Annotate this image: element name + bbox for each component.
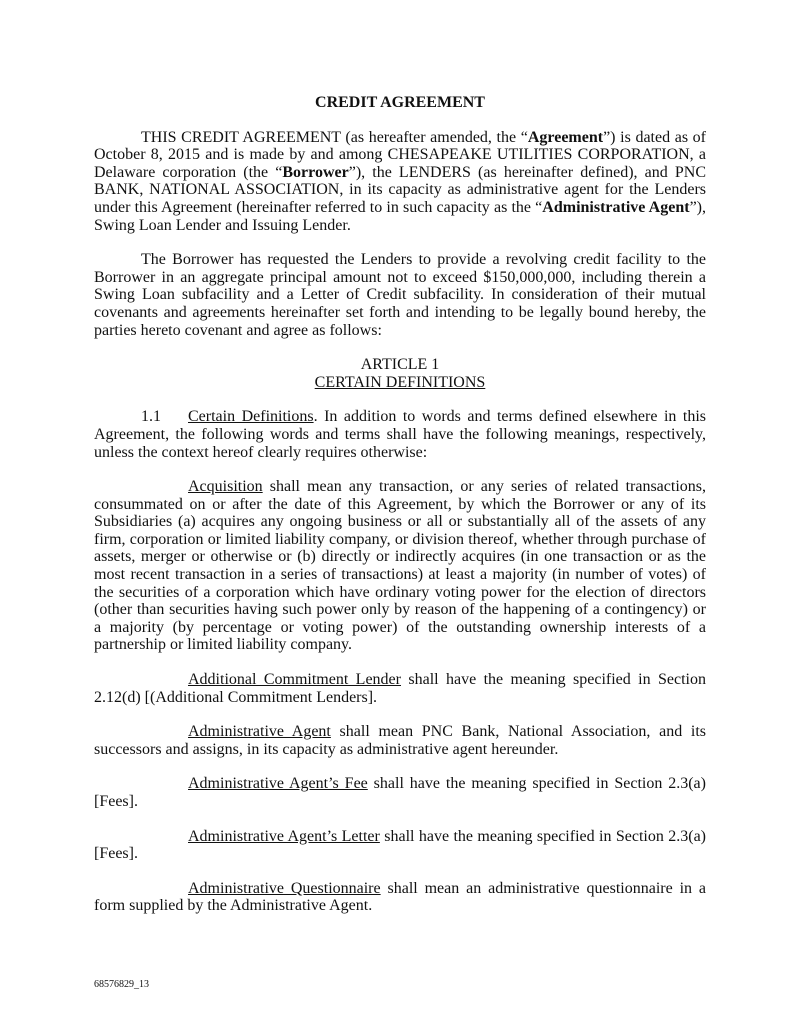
- text: THIS CREDIT AGREEMENT (as hereafter amended, the “: [141, 128, 528, 146]
- section-1-1: [94, 408, 706, 461]
- article-number: ARTICLE 1: [360, 356, 440, 374]
- definition-term: Acquisition: [188, 478, 263, 496]
- section-number: 1.1: [141, 408, 161, 426]
- definition-term: Administrative Agent: [188, 723, 331, 741]
- document-id-footer: 68576829_13: [94, 979, 149, 990]
- definition-text: shall have the meaning specified in Section 2.3(a) [Fees].: [94, 827, 706, 863]
- section-heading: Certain Definitions: [188, 408, 314, 426]
- preamble-paragraph: [94, 129, 706, 235]
- definition-text: shall mean any transaction, or any series of related transactions, consummated on or after the date of this Agreement, by which the Borrower or any of its Subsidiaries (a) acquires any ongoing business or all or substantially all of the assets of any firm, corporation or limited liability company, or division thereof, whether through purchase of assets, merger or otherwise or (b) directly or indirectly acquires (in one transaction or as the most recent transaction in a series of transactions) at least a majority (in number of votes) of the securities of a corporation which have ordinary voting power for the election of directors (other than securities having such power only by reason of the happening of a contingency) or a majority (by percentage or voting power) of the outstanding ownership interests of a partnership or limited liability company.: [94, 478, 706, 654]
- definition-text: shall have the meaning specified in Section 2.3(a) [Fees].: [94, 775, 706, 810]
- text: ”) is dated as of October 8, 2015 and is made by and among CHESAPEAKE UTILITIES CORPORATION, a Delaware corporation (the “: [94, 128, 707, 181]
- definition-text: shall mean PNC Bank, National Association, and its successors and assigns, in its capacity as administrative agent hereunder.: [94, 723, 706, 758]
- definition-term: Administrative Agent’s Letter: [188, 827, 380, 845]
- definition-text: shall have the meaning specified in Section 2.12(d) [(Additional Commitment Lenders].: [94, 671, 707, 706]
- article-title: CERTAIN DEFINITIONS: [314, 373, 486, 391]
- document-title: CREDIT AGREEMENT: [315, 94, 485, 111]
- text: ”), the LENDERS (as hereinafter defined), and PNC BANK, NATIONAL ASSOCIATION, in its capacity as administrative agent for the Lenders under this Agreement (hereinafter referred to in such capacity as the “: [94, 163, 706, 216]
- defined-term: Administrative Agent: [542, 198, 690, 216]
- definition-term: Additional Commitment Lender: [188, 671, 401, 689]
- definition-term: Administrative Agent’s Fee: [188, 775, 368, 793]
- definition-item: [94, 828, 706, 863]
- defined-term: Agreement: [527, 128, 604, 146]
- definition-item: [94, 723, 706, 758]
- defined-term: Borrower: [282, 163, 349, 181]
- definition-text: shall mean an administrative questionnaire in a form supplied by the Administrative Agent.: [94, 879, 707, 915]
- recital-paragraph: The Borrower has requested the Lenders to provide a revolving credit facility to the Borrower in an aggregate principal amount not to exceed $150,000,000, including therein a Swing Loan subfacility and a Letter of Credit subfacility. In consideration of their mutual covenants and agreements hereinafter set forth and intending to be legally bound hereby, the parties hereto covenant and agree as follows:: [94, 251, 706, 339]
- definition-item: [94, 775, 706, 810]
- text: ”), Swing Loan Lender and Issuing Lender.: [94, 198, 706, 234]
- definition-item: [94, 880, 706, 915]
- definition-item: [94, 478, 706, 654]
- definition-term: Administrative Questionnaire: [188, 879, 381, 897]
- section-text: . In addition to words and terms defined elsewhere in this Agreement, the following words and terms shall have the following meanings, respectively, unless the context hereof clearly requires otherwise:: [94, 408, 707, 461]
- definition-item: [94, 671, 706, 706]
- document-page: [94, 94, 706, 932]
- article-heading: [94, 356, 706, 391]
